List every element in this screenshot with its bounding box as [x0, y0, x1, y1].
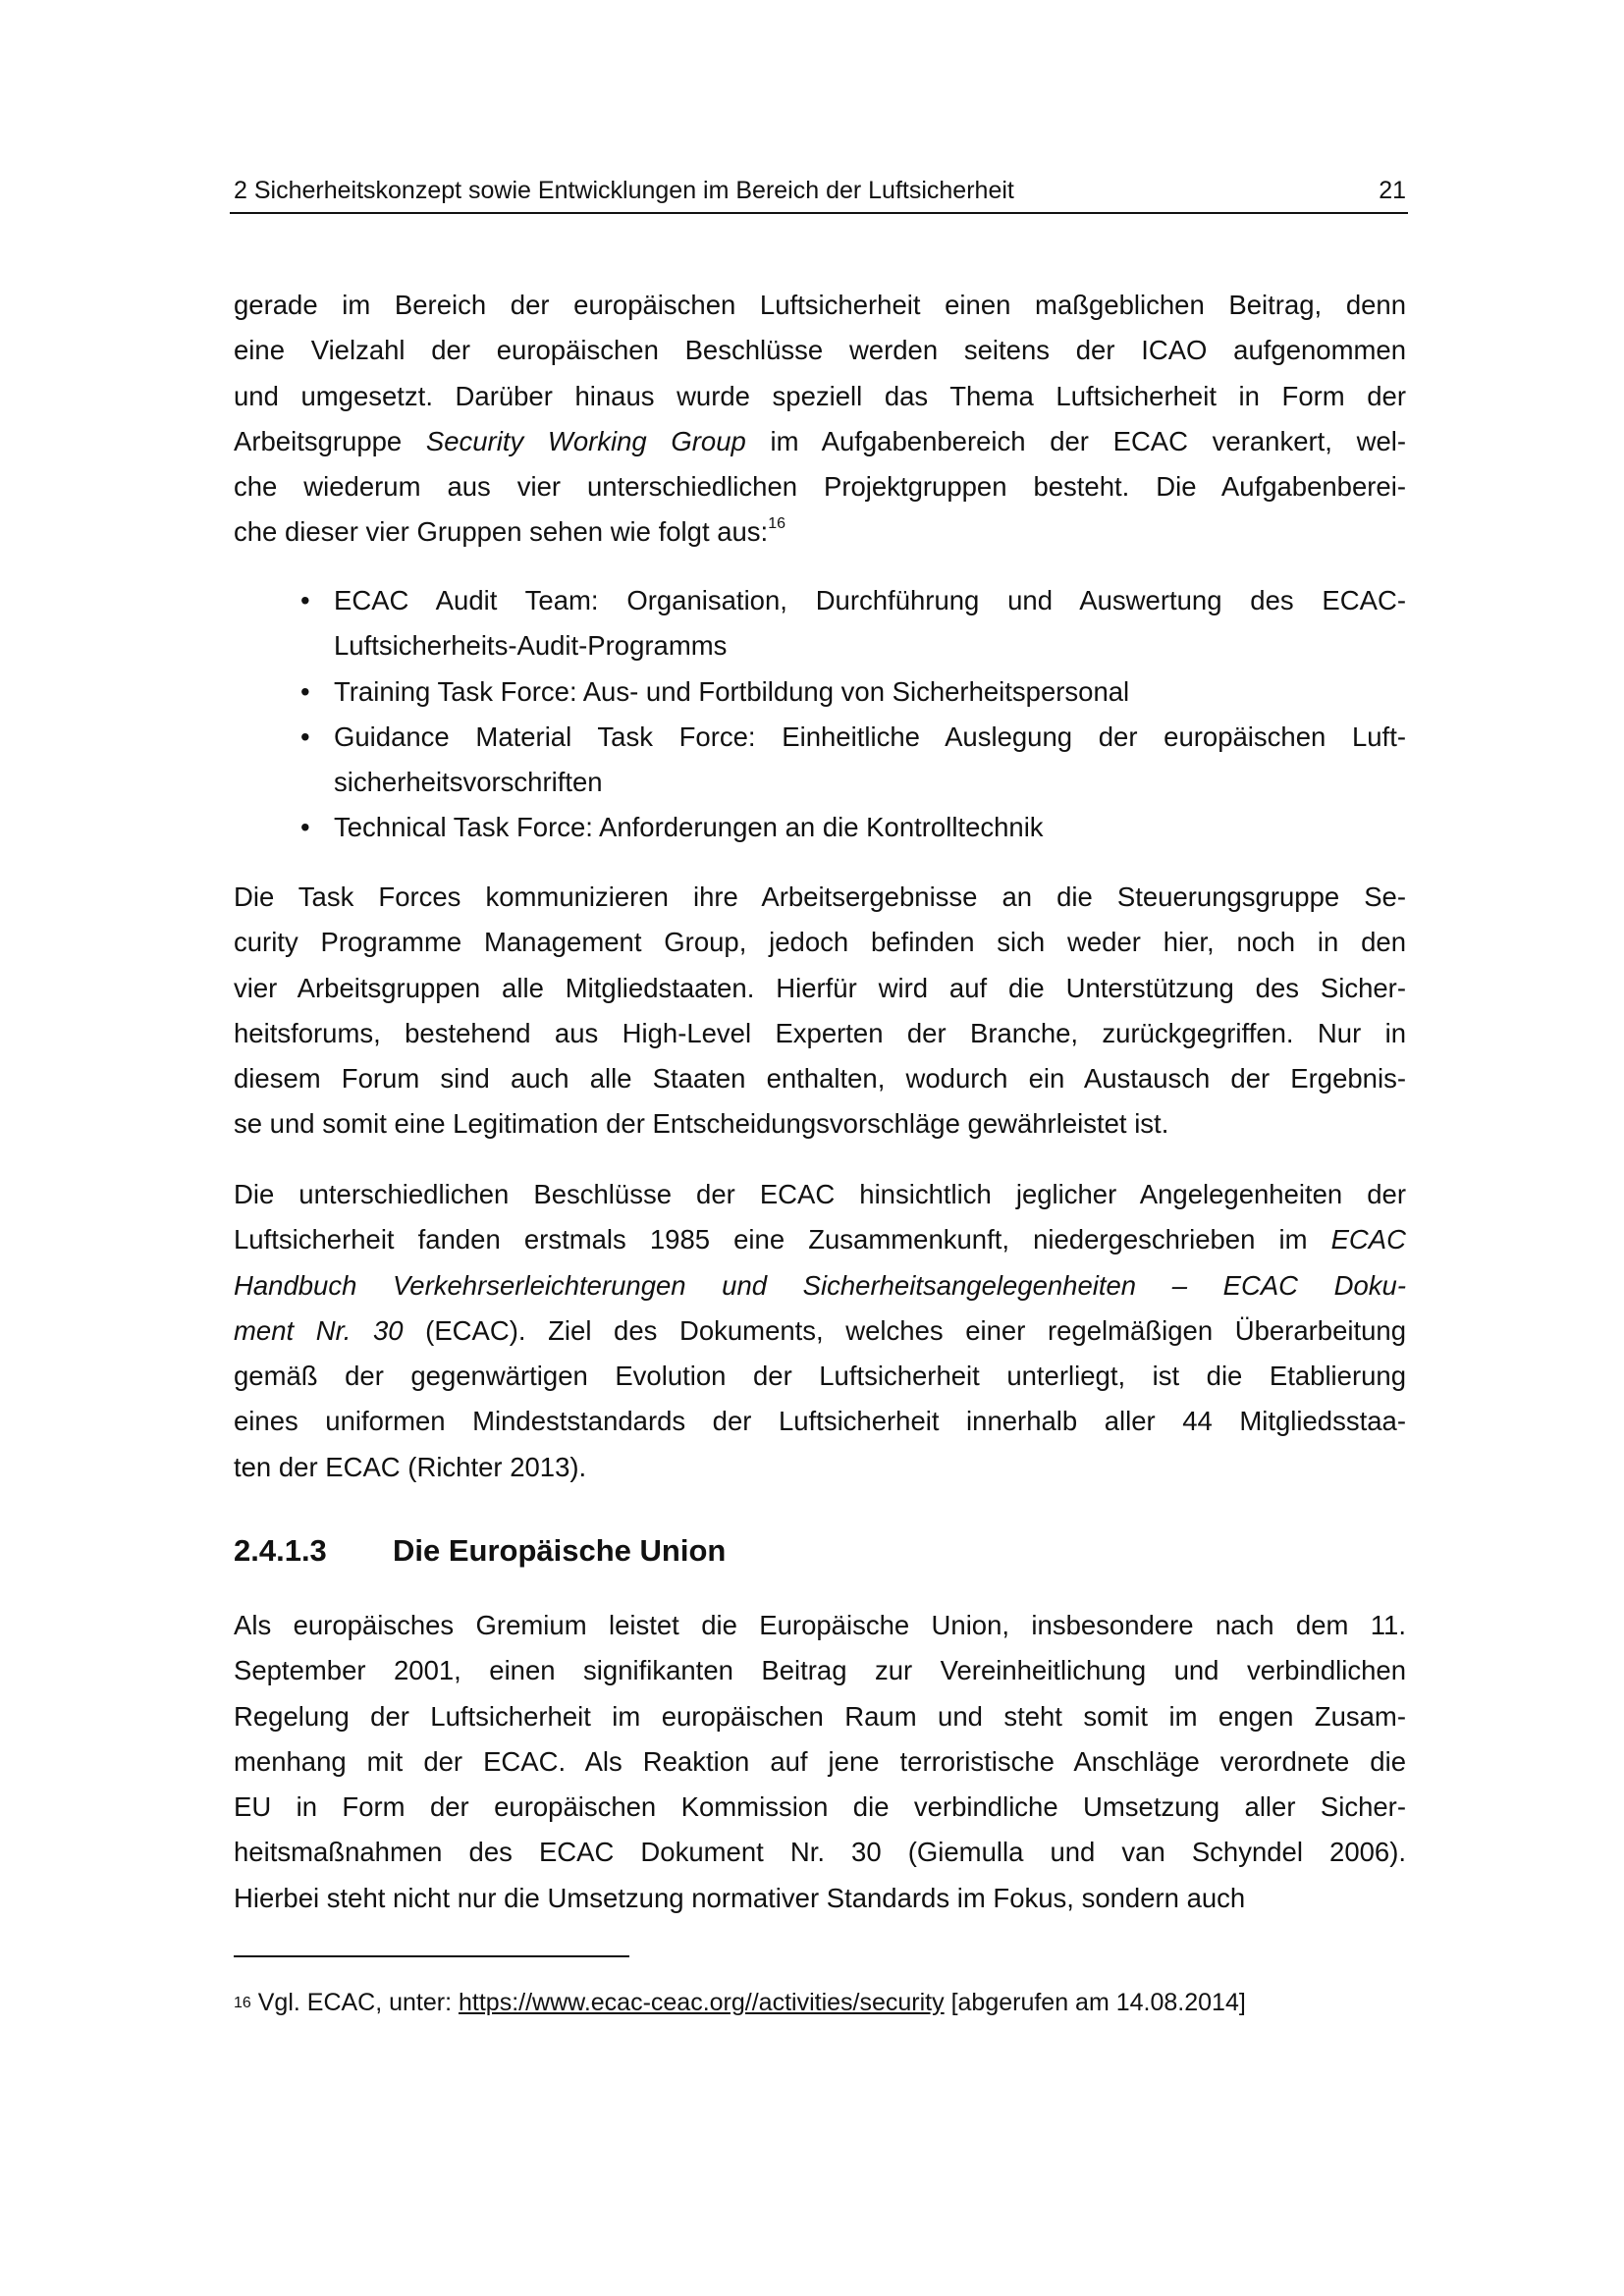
- bullet-item: [234, 715, 1406, 806]
- text-run: eine Vielzahl der europäischen Beschlüsse werden seitens der ICAO aufgenommen: [234, 335, 1406, 366]
- bullet-item: [234, 805, 1406, 850]
- text-run: che wiederum aus vier unterschiedlichen Projektgruppen besteht. Die Aufgabenberei-: [234, 471, 1406, 503]
- text-run: ECAC Audit Team: Organisation, Durchführung und Auswertung des ECAC-: [334, 585, 1406, 615]
- footnote-prefix: Vgl. ECAC, unter:: [250, 1989, 459, 2016]
- text-line: [234, 1354, 1406, 1399]
- text-line: [234, 920, 1406, 965]
- text-line: [234, 715, 1406, 760]
- text-run: heitsmaßnahmen des ECAC Dokument Nr. 30 (Giemulla und van Schyndel 2006).: [234, 1837, 1406, 1868]
- footnote-link[interactable]: https://www.ecac-ceac.org//activities/security: [459, 1989, 945, 2016]
- text-line: [234, 1739, 1406, 1785]
- text-line: [234, 1876, 1406, 1921]
- text-line: [234, 875, 1406, 920]
- text-line: [234, 1101, 1406, 1147]
- text-line: [234, 1399, 1406, 1444]
- text-run: Security Working Group: [425, 425, 746, 456]
- text-run: September 2001, einen signifikanten Beitrag zur Vereinheitlichung und verbindlichen: [234, 1655, 1406, 1686]
- footnote-number: 16: [234, 1995, 251, 2011]
- section-title: Die Europäische Union: [393, 1533, 727, 1568]
- text-run: EU in Form der europäischen Kommission die verbindliche Umsetzung aller Sicher-: [234, 1791, 1406, 1823]
- text-run: Regelung der Luftsicherheit im europäischen Raum und steht somit im engen Zusam-: [234, 1700, 1406, 1732]
- text-line: [234, 1263, 1406, 1308]
- text-run: che dieser vier Gruppen sehen wie folgt aus:: [234, 516, 769, 548]
- text-line: [234, 805, 1406, 850]
- header-title: 2 Sicherheitskonzept sowie Entwicklungen im Bereich der Luftsicherheit: [234, 177, 1014, 204]
- text-line: [234, 328, 1406, 373]
- text-line: [234, 1056, 1406, 1101]
- text-run: Technical Task Force: Anforderungen an die Kontrolltechnik: [334, 812, 1044, 843]
- text-run: ECAC: [1330, 1224, 1406, 1255]
- text-run: Hierbei steht nicht nur die Umsetzung normativer Standards im Fokus, sondern auch: [234, 1882, 1246, 1913]
- text-run: ment Nr. 30: [234, 1314, 404, 1346]
- text-run: diesem Forum sind auch alle Staaten enthalten, wodurch ein Austausch der Ergebnis-: [234, 1063, 1406, 1095]
- text-run: Luftsicherheits-Audit-Programms: [334, 630, 728, 662]
- text-run: Luftsicherheit fanden erstmals 1985 eine Zusammenkunft, niedergeschrieben im: [234, 1224, 1331, 1255]
- bullet-icon: •: [300, 585, 310, 615]
- text-line: [234, 1445, 1406, 1490]
- text-line: [234, 509, 1406, 555]
- text-run: eines uniformen Mindeststandards der Luftsicherheit innerhalb aller 44 Mitgliedsstaa-: [234, 1406, 1406, 1437]
- text-run: heitsforums, bestehend aus High-Level Experten der Branche, zurückgegriffen. Nur in: [234, 1017, 1406, 1048]
- text-line: [234, 419, 1406, 464]
- text-line: [234, 669, 1406, 715]
- text-line: [234, 1648, 1406, 1693]
- text-run: Training Task Force: Aus- und Fortbildung von Sicherheitspersonal: [334, 675, 1130, 707]
- text-run: Die unterschiedlichen Beschlüsse der ECAC hinsichtlich jeglicher Angelegenheiten der: [234, 1179, 1406, 1209]
- paragraph-4: [234, 1603, 1406, 1921]
- text-line: [234, 1217, 1406, 1262]
- text-run: vier Arbeitsgruppen alle Mitgliedstaaten. Hierfür wird auf die Unterstützung des Sicher-: [234, 972, 1406, 1003]
- text-run: se und somit eine Legitimation der Entscheidungsvorschläge gewährleistet ist.: [234, 1108, 1169, 1140]
- text-run: menhang mit der ECAC. Als Reaktion auf jene terroristische Anschläge verordnete die: [234, 1745, 1406, 1777]
- page-number: 21: [1379, 177, 1406, 204]
- text-run: gemäß der gegenwärtigen Evolution der Luftsicherheit unterliegt, ist die Etablierung: [234, 1361, 1406, 1392]
- text-run: Guidance Material Task Force: Einheitliche Auslegung der europäischen Luft-: [334, 721, 1406, 752]
- text-line: [234, 464, 1406, 509]
- bullet-list: [234, 578, 1406, 851]
- paragraph-3: [234, 1172, 1406, 1490]
- text-run: ten der ECAC (Richter 2013).: [234, 1451, 587, 1482]
- text-line: [234, 1011, 1406, 1056]
- footnote-ref: 16: [768, 515, 785, 533]
- text-run: Als europäisches Gremium leistet die Europäische Union, insbesondere nach dem 11.: [234, 1610, 1406, 1640]
- text-run: curity Programme Management Group, jedoch befinden sich weder hier, noch in den: [234, 927, 1406, 958]
- text-line: [234, 283, 1406, 328]
- section-heading: [234, 1533, 726, 1569]
- text-line: [234, 1172, 1406, 1217]
- text-line: [234, 966, 1406, 1011]
- footnote: [234, 1989, 1246, 2018]
- text-line: [234, 1308, 1406, 1354]
- paragraph-1: [234, 283, 1406, 556]
- text-line: [234, 760, 1406, 805]
- text-line: [234, 1785, 1406, 1830]
- section-number: 2.4.1.3: [234, 1533, 327, 1568]
- text-run: Arbeitsgruppe: [234, 425, 426, 456]
- paragraph-2: [234, 875, 1406, 1148]
- bullet-icon: •: [300, 675, 310, 707]
- running-header: [234, 177, 1406, 205]
- text-run: Die Task Forces kommunizieren ihre Arbeitsergebnisse an die Steuerungsgruppe Se-: [234, 881, 1406, 912]
- text-run: sicherheitsvorschriften: [334, 767, 603, 798]
- text-run: Handbuch Verkehrserleichterungen und Sicherheitsangelegenheiten – ECAC Doku-: [234, 1269, 1406, 1301]
- text-line: [234, 374, 1406, 419]
- text-run: im Aufgabenbereich der ECAC verankert, wel-: [745, 425, 1407, 456]
- footnote-suffix: [abgerufen am 14.08.2014]: [944, 1989, 1246, 2016]
- header-rule: [230, 212, 1408, 214]
- text-run: gerade im Bereich der europäischen Luftsicherheit einen maßgeblichen Beitrag, denn: [234, 290, 1406, 320]
- footnote-rule: [234, 1955, 629, 1957]
- bullet-icon: •: [300, 812, 310, 843]
- bullet-item: [234, 669, 1406, 715]
- text-line: [234, 578, 1406, 623]
- text-run: und umgesetzt. Darüber hinaus wurde speziell das Thema Luftsicherheit in Form der: [234, 380, 1406, 411]
- bullet-item: [234, 578, 1406, 669]
- text-run: (ECAC). Ziel des Dokuments, welches einer regelmäßigen Überarbeitung: [403, 1314, 1406, 1346]
- text-line: [234, 1830, 1406, 1875]
- text-line: [234, 1603, 1406, 1648]
- text-line: [234, 623, 1406, 668]
- text-line: [234, 1694, 1406, 1739]
- bullet-icon: •: [300, 721, 310, 752]
